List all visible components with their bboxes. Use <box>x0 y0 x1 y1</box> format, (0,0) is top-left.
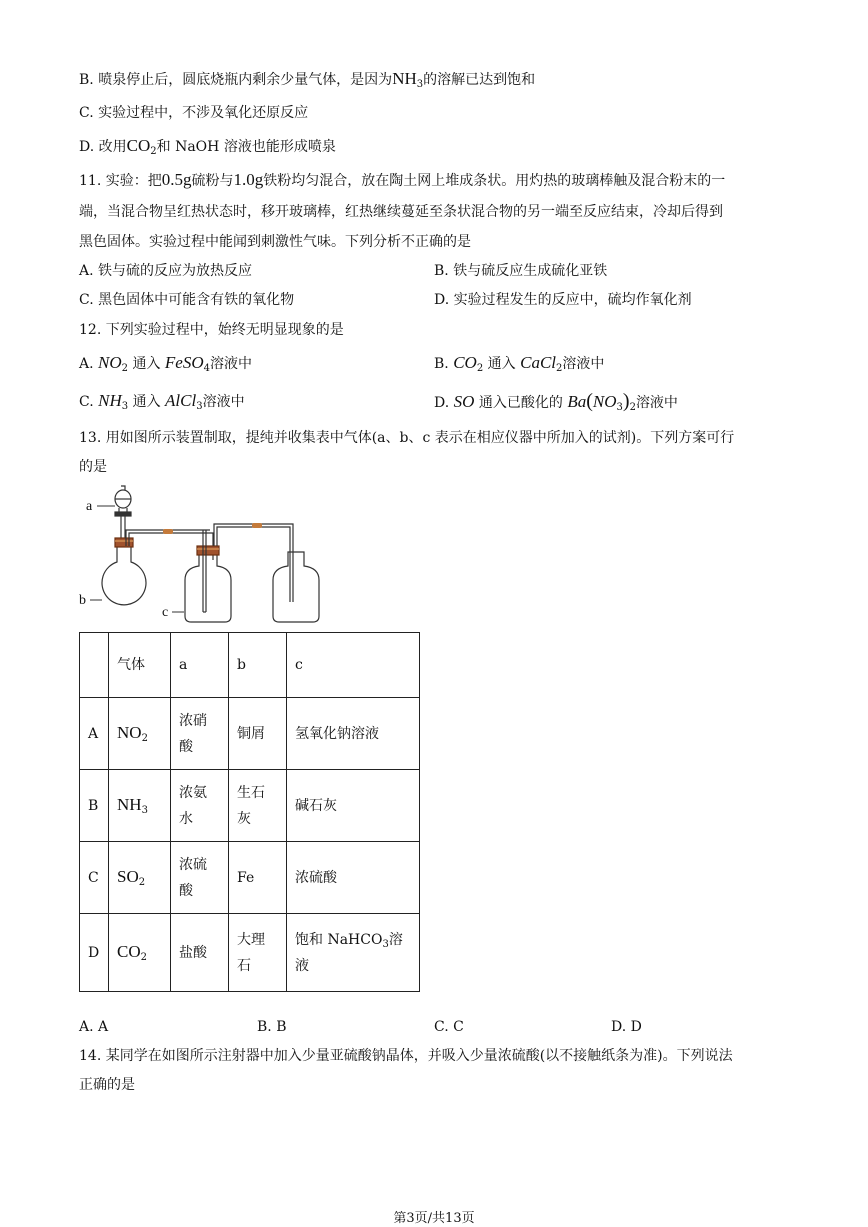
table-row <box>80 842 420 914</box>
table-header-cell: c <box>287 633 420 698</box>
table-row <box>80 770 420 842</box>
q11-option-b: B. 铁与硫反应生成硫化亚铁 <box>434 263 608 279</box>
reagent-a-cell: 盐酸 <box>171 914 229 992</box>
reagent-b-cell: 大理 石 <box>229 914 287 992</box>
collection-bottle <box>273 552 319 622</box>
q10-option-d: D. 改用$CO_2$和 NaOH 溶液也能形成喷泉 <box>79 136 336 157</box>
q12-stem: 12. 下列实验过程中，始终无明显现象的是 <box>79 322 344 338</box>
q11-option-c: C. 黑色固体中可能含有铁的氧化物 <box>79 292 295 308</box>
gas-cell: $NO_2$ <box>109 698 171 770</box>
reagent-c-cell: 浓硫酸 <box>287 842 420 914</box>
q14-stem-line1: 14. 某同学在如图所示注射器中加入少量亚硫酸钠晶体，并吸入少量浓硫酸(以不接触纸条为准)。下列说法 <box>79 1048 733 1064</box>
q11-stem-line2: 端，当混合物呈红热状态时，移开玻璃棒，红热继续蔓延至条状混合物的另一端至反应结束，冷却后得到 <box>79 204 723 220</box>
table-row <box>80 914 420 992</box>
reagent-b-cell: 生石 灰 <box>229 770 287 842</box>
label-b: b <box>79 593 86 608</box>
label-a: a <box>86 499 93 514</box>
gas-apparatus-diagram <box>75 484 335 630</box>
row-label: A <box>80 698 109 770</box>
q11-option-a: A. 铁与硫的反应为放热反应 <box>79 263 253 279</box>
q14-stem-line2: 正确的是 <box>79 1077 135 1093</box>
gas-cell: $CO_2$ <box>109 914 171 992</box>
wash-bottle <box>185 524 293 622</box>
q13-choice-d: D. D <box>611 1019 642 1035</box>
q11-stem-line1: 11. 实验：把0.5g硫粉与1.0g铁粉均匀混合，放在陶土网上堆成条状。用灼热的玻璃棒触及混合粉末的一 <box>79 170 726 189</box>
table-header-cell: a <box>171 633 229 698</box>
reagent-table <box>79 632 420 992</box>
label-c: c <box>162 605 169 620</box>
reagent-b-cell: 铜屑 <box>229 698 287 770</box>
table-row <box>80 698 420 770</box>
q11-option-d: D. 实验过程发生的反应中，硫均作氧化剂 <box>434 292 692 308</box>
q10-option-b: B. 喷泉停止后，圆底烧瓶内剩余少量气体，是因为$NH_3$的溶解已达到饱和 <box>79 69 536 90</box>
reagent-c-cell: 氢氧化钠溶液 <box>287 698 420 770</box>
q13-stem-line1: 13. 用如图所示装置制取，提纯并收集表中气体(a、b、c 表示在相应仪器中所加入的试剂)。下列方案可行 <box>79 430 735 446</box>
page-footer: 第3页/共13页 <box>393 1211 475 1226</box>
gas-cell: $SO_2$ <box>109 842 171 914</box>
reagent-a-cell: 浓硝 酸 <box>171 698 229 770</box>
reagent-a-cell: 浓硫 酸 <box>171 842 229 914</box>
q11-stem-line3: 黑色固体。实验过程中能闻到刺激性气味。下列分析不正确的是 <box>79 234 471 250</box>
q12-option-c: C. $NH_3$ 通入 AlCl$_3$溶液中 <box>79 391 245 412</box>
reagent-c-cell: 碱石灰 <box>287 770 420 842</box>
round-bottom-flask <box>102 538 146 605</box>
separatory-funnel <box>115 486 131 540</box>
q12-option-d: D. SO 通入已酸化的 $Ba(NO_3)_2$溶液中 <box>434 390 678 413</box>
q13-stem-line2: 的是 <box>79 459 107 475</box>
reagent-c-cell: 饱和 NaHCO$_3$溶 液 <box>287 914 420 992</box>
table-header-cell: 气体 <box>109 633 171 698</box>
reagent-a-cell: 浓氨 水 <box>171 770 229 842</box>
row-label: C <box>80 842 109 914</box>
q13-choice-a: A. A <box>79 1019 109 1035</box>
row-label: B <box>80 770 109 842</box>
row-label: D <box>80 914 109 992</box>
q13-choice-c: C. C <box>434 1019 464 1035</box>
gas-cell: $NH_3$ <box>109 770 171 842</box>
table-header-cell: b <box>229 633 287 698</box>
table-header-row <box>80 633 420 698</box>
q13-choice-b: B. B <box>257 1019 287 1035</box>
q10-option-c: C. 实验过程中，不涉及氧化还原反应 <box>79 105 309 121</box>
q12-option-a: A. $NO_2$ 通入 FeSO$_4$溶液中 <box>79 353 253 374</box>
q12-option-b: B. $CO_2$ 通入 CaCl$_2$溶液中 <box>434 353 605 374</box>
reagent-b-cell: Fe <box>229 842 287 914</box>
table-header-cell <box>80 633 109 698</box>
